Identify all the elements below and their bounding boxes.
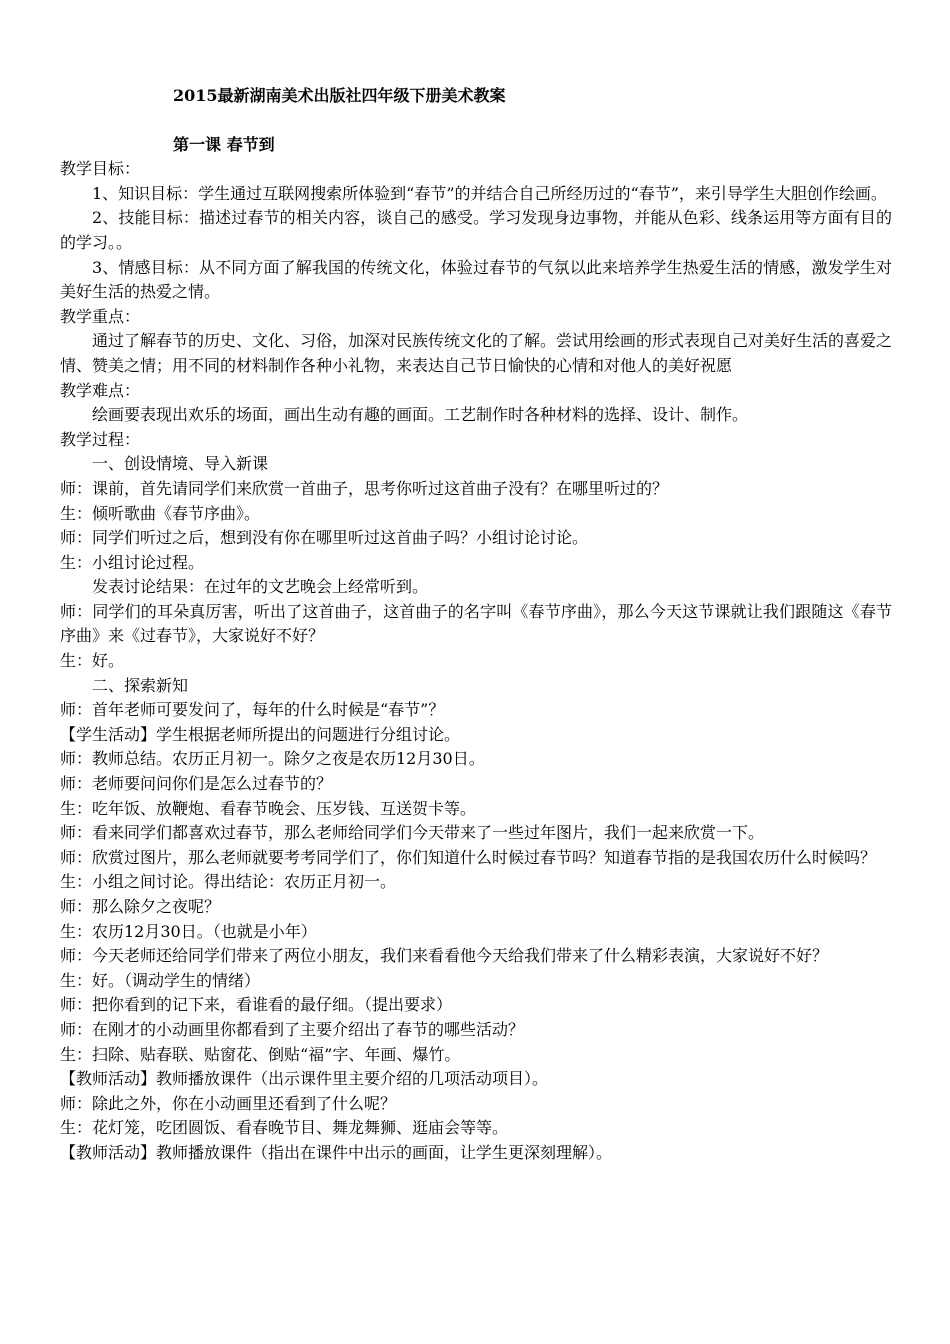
paragraph: 师：同学们听过之后，想到没有你在哪里听过这首曲子吗？小组讨论讨论。: [60, 528, 589, 548]
paragraph: 教学难点：: [60, 380, 141, 400]
paragraph: 2、技能目标：描述过春节的相关内容，谈自己的感受。学习发现身边事物，并能从色彩、线条运用等方面有目的的学习。。: [60, 208, 892, 252]
paragraph: 师：首年老师可要发问了，每年的什么时候是“春节”？: [60, 700, 445, 720]
paragraph: 【教师活动】教师播放课件（出示课件里主要介绍的几项活动项目）。: [60, 1069, 549, 1089]
paragraph: 生：花灯笼，吃团圆饭、看春晚节目、舞龙舞狮、逛庙会等等。: [60, 1118, 509, 1138]
paragraph: 师：同学们的耳朵真厉害，听出了这首曲子，这首曲子的名字叫《春节序曲》，那么今天这节课就让我们跟随这《春节序曲》来《过春节》，大家说好不好？: [60, 601, 892, 646]
lesson-title: 第一课 春节到: [173, 134, 275, 154]
paragraph: 生：倾听歌曲《春节序曲》。: [60, 503, 261, 523]
paragraph: 1、知识目标：学生通过互联网搜索所体验到“春节”的并结合自己所经历过的“春节”，来引导学生大胆创作绘画。: [92, 183, 887, 203]
paragraph: 一、创设情境、导入新课: [92, 454, 269, 474]
paragraph: 生：扫除、贴春联、贴窗花、倒贴“福”字、年画、爆竹。: [60, 1044, 461, 1064]
document-body: [60, 157, 892, 1165]
paragraph: 生：小组讨论过程。: [60, 552, 205, 572]
paragraph: 师：欣赏过图片，那么老师就要考考同学们了，你们知道什么时候过春节吗？知道春节指的是我国农历什么时候吗？: [60, 847, 877, 867]
paragraph: 生：好。（调动学生的情绪）: [60, 970, 261, 990]
paragraph: 师：那么除夕之夜呢？: [60, 897, 221, 916]
paragraph: 【学生活动】学生根据老师所提出的问题进行分组讨论。: [60, 724, 461, 744]
paragraph: 发表讨论结果：在过年的文艺晚会上经常听到。: [92, 577, 429, 597]
paragraph: 师：课前，首先请同学们来欣赏一首曲子，思考你听过这首曲子没有？在哪里听过的？: [60, 478, 669, 498]
paragraph: 生：小组之间讨论。得出结论：农历正月初一。: [60, 872, 397, 892]
document-page: [60, 84, 892, 1166]
paragraph: 绘画要表现出欢乐的场面，画出生动有趣的画面。工艺制作时各种材料的选择、设计、制作。: [92, 405, 749, 425]
paragraph: 师：除此之外，你在小动画里还看到了什么呢？: [60, 1093, 397, 1113]
paragraph: 二、探索新知: [92, 675, 189, 695]
paragraph: 教学过程：: [60, 429, 141, 449]
paragraph: 【教师活动】教师播放课件（指出在课件中出示的画面，让学生更深刻理解）。: [60, 1142, 613, 1162]
paragraph: 生：农历12月30日。（也就是小年）: [60, 921, 317, 941]
document-title: 2015最新湖南美术出版社四年级下册美术教案: [173, 86, 506, 105]
paragraph: 师：把你看到的记下来，看谁看的最仔细。（提出要求）: [60, 995, 453, 1015]
paragraph: 通过了解春节的历史、文化、习俗，加深对民族传统文化的了解。尝试用绘画的形式表现自己对美好生活的喜爱之情、赞美之情；用不同的材料制作各种小礼物，来表达自己节日愉快的心情和对他人的美好祝愿: [60, 331, 893, 375]
paragraph: 师：老师要问问你们是怎么过春节的？: [60, 774, 333, 794]
paragraph: 师：教师总结。农历正月初一。除夕之夜是农历12月30日。: [60, 749, 485, 769]
paragraph: 生：好。: [60, 651, 125, 671]
paragraph: 教学重点：: [60, 306, 141, 326]
paragraph: 师：今天老师还给同学们带来了两位小朋友，我们来看看他今天给我们带来了什么精彩表演，大家说好不好？: [60, 946, 829, 966]
paragraph: 教学目标：: [60, 159, 141, 179]
paragraph: 生：吃年饭、放鞭炮、看春节晚会、压岁钱、互送贺卡等。: [60, 798, 477, 818]
paragraph: 3、情感目标：从不同方面了解我国的传统文化，体验过春节的气氛以此来培养学生热爱生活的情感，激发学生对美好生活的热爱之情。: [60, 257, 892, 302]
paragraph: 师：在刚才的小动画里你都看到了主要介绍出了春节的哪些活动？: [60, 1019, 525, 1039]
paragraph: 师：看来同学们都喜欢过春节，那么老师给同学们今天带来了一些过年图片，我们一起来欣赏一下。: [60, 823, 765, 843]
